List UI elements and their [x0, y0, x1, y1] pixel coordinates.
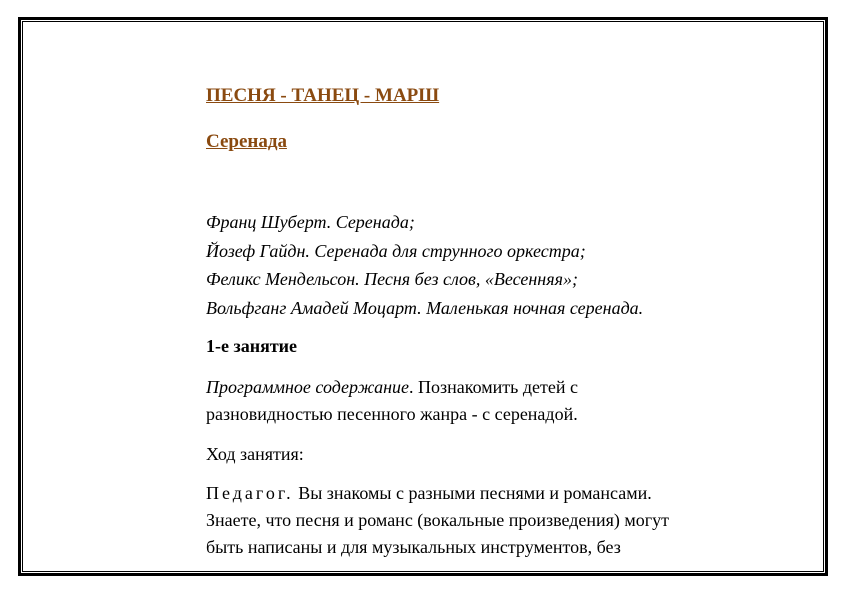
dialog-line-1	[206, 480, 766, 507]
dialog-speaker: Педагог.	[206, 483, 294, 503]
dialog-paragraph	[206, 480, 766, 561]
works-list	[206, 208, 766, 322]
work-item: Вольфганг Амадей Моцарт. Маленькая ночная серенада.	[206, 297, 644, 318]
program-line-1	[206, 374, 766, 401]
course-label: Ход занятия:	[206, 444, 304, 464]
program-text: . Познакомить детей с	[409, 377, 578, 397]
dialog-text: Вы знакомы с разными песнями и романсами.	[293, 483, 652, 503]
work-item: Феликс Мендельсон. Песня без слов, «Весенняя»;	[206, 269, 578, 289]
document-title: ПЕСНЯ - ТАНЕЦ - МАРШ	[206, 85, 440, 106]
work-item: Франц Шуберт. Серенада;	[206, 212, 415, 232]
program-label: Программное содержание	[206, 377, 410, 397]
document-content	[206, 84, 766, 561]
program-line-2: разновидностью песенного жанра - с серенадой.	[206, 404, 578, 424]
lesson-title: 1-е занятие	[206, 336, 298, 356]
dialog-line-2: Знаете, что песня и романс (вокальные произведения) могут	[206, 510, 670, 530]
dialog-line-3: быть написаны и для музыкальных инструментов, без	[206, 537, 621, 557]
work-item: Йозеф Гайдн. Серенада для струнного оркестра;	[206, 240, 586, 261]
program-paragraph	[206, 374, 766, 428]
document-subtitle: Серенада	[206, 131, 287, 152]
